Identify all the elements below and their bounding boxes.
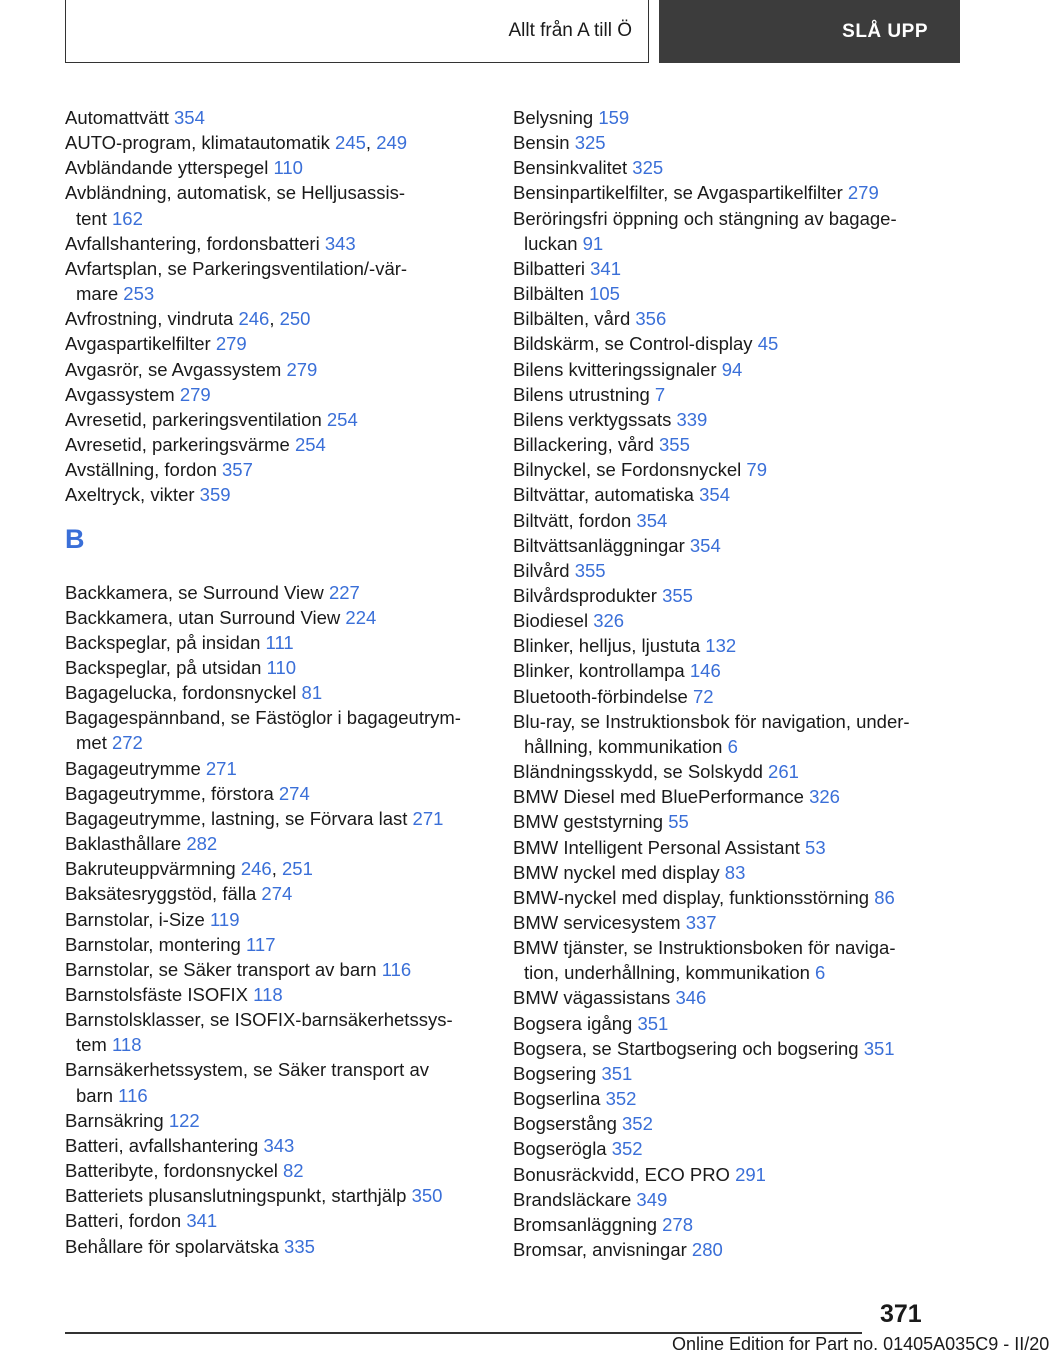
index-entry bbox=[513, 860, 933, 885]
page-number: 371 bbox=[880, 1300, 922, 1328]
entry-text: Bilbälten bbox=[513, 283, 584, 305]
page-link[interactable]: 279 bbox=[179, 383, 211, 405]
index-entry bbox=[65, 1108, 485, 1133]
page-link[interactable]: 245 bbox=[335, 132, 366, 154]
entry-text: Avbländande ytterspegel bbox=[65, 157, 269, 179]
entry-text: Baklasthållare bbox=[65, 833, 182, 855]
index-entry: AUTO-program, klimatautomatik 245, 249 bbox=[65, 132, 408, 154]
entry-text: Avfallshantering, fordonsbatteri bbox=[65, 232, 320, 254]
entry-text: Batteribyte, fordonsnyckel bbox=[65, 1160, 278, 1182]
entry-text: Automattvätt bbox=[65, 107, 169, 128]
entry-text: Bensinkvalitet bbox=[513, 157, 628, 179]
entry-text: Biltvätt, fordon bbox=[513, 509, 632, 531]
entry-text: tion, underhållning, kommunikation bbox=[524, 962, 810, 984]
index-entry bbox=[65, 1234, 485, 1259]
entry-text: BMW vägassistans bbox=[513, 987, 671, 1009]
page-link[interactable]: 352 bbox=[622, 1113, 653, 1135]
entry-text: Barnstolar, i-Size bbox=[65, 908, 205, 930]
page-link[interactable]: 253 bbox=[123, 283, 155, 305]
entry-text: luckan bbox=[524, 232, 578, 254]
index-entry bbox=[513, 1136, 933, 1161]
entry-text: Billackering, vård bbox=[513, 434, 654, 456]
index-entry bbox=[65, 457, 485, 482]
entry-text: Bogserstång bbox=[513, 1113, 617, 1135]
entry-text: Blinker, helljus, ljustuta bbox=[513, 635, 701, 657]
page-link[interactable]: 79 bbox=[746, 459, 767, 481]
entry-text: Bensin bbox=[513, 132, 570, 154]
index-entry bbox=[65, 105, 485, 130]
entry-text: Avfartsplan, se Parkeringsventilation/-vär- bbox=[65, 257, 408, 279]
index-entry bbox=[513, 130, 933, 155]
index-entry bbox=[513, 331, 933, 356]
entry-text: Barnstolar, se Säker transport av barn bbox=[65, 958, 377, 980]
index-entry bbox=[513, 1237, 933, 1262]
page-link[interactable]: 250 bbox=[279, 308, 311, 330]
page-link[interactable]: 146 bbox=[689, 660, 721, 682]
page-link[interactable]: 351 bbox=[601, 1062, 633, 1084]
index-entry bbox=[513, 835, 933, 860]
index-entry bbox=[65, 331, 485, 356]
index-entry bbox=[513, 910, 933, 935]
page-link[interactable]: 355 bbox=[659, 434, 690, 456]
page-link[interactable]: 251 bbox=[282, 858, 313, 880]
entry-text: Avresetid, parkeringsvärme bbox=[65, 434, 290, 456]
entry-text: Bensinpartikelfilter, se Avgaspartikelfilter bbox=[513, 182, 843, 204]
page-link[interactable]: 326 bbox=[593, 610, 625, 632]
entry-text: BMW servicesystem bbox=[513, 912, 681, 933]
index-entry bbox=[65, 781, 485, 806]
page-header bbox=[0, 0, 960, 66]
index-entry bbox=[65, 982, 485, 1007]
entry-text: Bagageutrymme, lastning, se Förvara last bbox=[65, 807, 408, 829]
entry-text: Bilvårdsprodukter bbox=[513, 584, 657, 606]
entry-text: BMW-nyckel med display, funktionsstörning bbox=[513, 886, 870, 908]
page-link[interactable]: 274 bbox=[278, 782, 310, 804]
entry-text: Batteri, fordon bbox=[65, 1210, 182, 1232]
entry-text: BMW geststyrning bbox=[513, 811, 664, 833]
index-entry bbox=[513, 759, 933, 784]
entry-text: Avgassystem bbox=[65, 383, 175, 405]
index-entry bbox=[513, 784, 933, 809]
entry-text: Bagagelucka, fordonsnyckel bbox=[65, 682, 297, 704]
entry-text: Bilvård bbox=[513, 559, 570, 581]
entry-text: Behållare för spolarvätska bbox=[65, 1235, 279, 1257]
page-link[interactable]: 280 bbox=[691, 1239, 723, 1261]
index-entry bbox=[513, 382, 933, 407]
page-link[interactable]: 110 bbox=[266, 656, 297, 678]
index-entry bbox=[513, 1162, 933, 1187]
entry-text: Biltvättar, automatiska bbox=[513, 484, 694, 506]
page-link[interactable]: 246 bbox=[240, 858, 272, 880]
page-link[interactable]: 272 bbox=[111, 732, 143, 754]
footer-edition: Online Edition for Part no. 01405A035C9 - II/20 bbox=[672, 1334, 1049, 1354]
entry-text: Bogserlina bbox=[513, 1088, 601, 1110]
page-link[interactable]: 110 bbox=[273, 157, 303, 179]
index-entry bbox=[65, 605, 485, 630]
page-link[interactable]: 111 bbox=[265, 631, 294, 653]
page-link[interactable]: 119 bbox=[209, 908, 240, 930]
page-link[interactable]: 249 bbox=[376, 132, 408, 154]
page-link[interactable]: 159 bbox=[598, 107, 630, 128]
page-link[interactable]: 55 bbox=[668, 811, 689, 833]
entry-text: Batteri, avfallshantering bbox=[65, 1134, 259, 1156]
index-entry bbox=[513, 482, 933, 507]
index-entry bbox=[65, 756, 485, 781]
index-entry bbox=[65, 932, 485, 957]
entry-text: Bagagespännband, se Fästöglor i bagageutrym- bbox=[65, 707, 461, 729]
entry-text: Bluetooth-förbindelse bbox=[513, 685, 688, 707]
entry-text: hållning, kommunikation bbox=[524, 735, 723, 757]
page-link[interactable]: 82 bbox=[283, 1160, 304, 1182]
entry-text: mare bbox=[76, 283, 119, 305]
page-link[interactable]: 346 bbox=[675, 987, 707, 1009]
page-link[interactable]: 354 bbox=[636, 509, 668, 531]
page-link[interactable]: 227 bbox=[328, 581, 360, 603]
index-entry bbox=[65, 1007, 485, 1057]
index-entry bbox=[513, 1212, 933, 1237]
index-entry bbox=[513, 256, 933, 281]
entry-text: Beröringsfri öppning och stängning av bagage- bbox=[513, 207, 897, 229]
index-entry bbox=[513, 1086, 933, 1111]
page-link[interactable]: 359 bbox=[199, 484, 231, 506]
index-entry bbox=[65, 907, 485, 932]
page-link[interactable]: 118 bbox=[111, 1034, 142, 1056]
entry-text: Baksätesryggstöd, fälla bbox=[65, 883, 257, 905]
page-link[interactable]: 335 bbox=[284, 1235, 315, 1257]
index-entry bbox=[513, 407, 933, 432]
page-link[interactable]: 7 bbox=[654, 383, 666, 405]
index-entry bbox=[65, 256, 485, 306]
tab-a-to-o[interactable]: Allt från A till Ö bbox=[65, 0, 649, 63]
tab-lookup[interactable]: SLÅ UPP bbox=[659, 0, 960, 63]
page-link[interactable]: 86 bbox=[874, 886, 895, 908]
index-entry bbox=[65, 680, 485, 705]
index-entry bbox=[65, 957, 485, 982]
entry-text: Bonusräckvidd, ECO PRO bbox=[513, 1163, 730, 1185]
index-entry bbox=[513, 432, 933, 457]
index-entry bbox=[65, 180, 485, 230]
entry-text: Biltvättsanläggningar bbox=[513, 534, 685, 556]
entry-text: Bilens kvitteringssignaler bbox=[513, 358, 717, 380]
page-link[interactable]: 349 bbox=[636, 1188, 668, 1210]
entry-text: Bakruteuppvärmning bbox=[65, 858, 236, 880]
entry-text: Barnstolsklasser, se ISOFIX-barnsäkerhetssys- bbox=[65, 1009, 453, 1031]
index-entry bbox=[513, 684, 933, 709]
index-entry bbox=[513, 809, 933, 834]
page-link[interactable]: 45 bbox=[757, 333, 779, 355]
index-entry: Avfrostning, vindruta 246, 250 bbox=[65, 308, 311, 330]
index-entry bbox=[65, 705, 485, 755]
index-entry bbox=[65, 1158, 485, 1183]
entry-text: Avfrostning, vindruta bbox=[65, 308, 234, 330]
page-link[interactable]: 341 bbox=[590, 257, 621, 279]
page-link[interactable]: 122 bbox=[168, 1109, 200, 1131]
index-entry bbox=[513, 985, 933, 1010]
index-entry bbox=[513, 281, 933, 306]
entry-text: Belysning bbox=[513, 107, 594, 128]
page-link[interactable]: 116 bbox=[118, 1084, 148, 1106]
index-entry bbox=[65, 655, 485, 680]
entry-text: tem bbox=[76, 1034, 107, 1056]
page-link[interactable]: 116 bbox=[381, 958, 412, 980]
page-link[interactable]: 351 bbox=[637, 1012, 669, 1034]
entry-text: Bromsanläggning bbox=[513, 1213, 657, 1235]
index-entry bbox=[513, 1111, 933, 1136]
index-entry bbox=[65, 1057, 485, 1107]
entry-text: Backkamera, utan Surround View bbox=[65, 606, 341, 628]
entry-text: Barnstolsfäste ISOFIX bbox=[65, 984, 249, 1005]
index-entry bbox=[513, 508, 933, 533]
page-link[interactable]: 282 bbox=[186, 833, 218, 855]
index-entry bbox=[513, 608, 933, 633]
entry-text: Biodiesel bbox=[513, 610, 589, 632]
page-link[interactable]: 274 bbox=[261, 883, 293, 905]
entry-text: tent bbox=[76, 207, 107, 229]
entry-text: Bogsera, se Startbogsering och bogsering bbox=[513, 1037, 859, 1059]
index-entry bbox=[513, 633, 933, 658]
entry-text: BMW Diesel med BluePerformance bbox=[513, 786, 804, 808]
index-entry bbox=[513, 658, 933, 683]
index-entry bbox=[65, 482, 485, 507]
index-entry bbox=[513, 1061, 933, 1086]
entry-text: Bilnyckel, se Fordonsnyckel bbox=[513, 459, 742, 481]
entry-text: Axeltryck, vikter bbox=[65, 484, 195, 506]
page-link[interactable]: 278 bbox=[662, 1213, 693, 1235]
page-link[interactable]: 91 bbox=[582, 232, 604, 254]
entry-text: met bbox=[76, 732, 107, 754]
page-link[interactable]: 72 bbox=[692, 685, 714, 707]
page-link[interactable]: 325 bbox=[574, 132, 606, 154]
page-link[interactable]: 261 bbox=[768, 761, 799, 783]
entry-text: Bilens utrustning bbox=[513, 383, 650, 405]
index-entry bbox=[513, 457, 933, 482]
page-link[interactable]: 279 bbox=[215, 333, 247, 355]
page-link[interactable]: 357 bbox=[222, 459, 253, 481]
index-entry: Bakruteuppvärmning 246, 251 bbox=[65, 858, 313, 880]
page-link[interactable]: 279 bbox=[286, 358, 318, 380]
index-entry bbox=[65, 1208, 485, 1233]
index-entry bbox=[65, 407, 485, 432]
page-link[interactable]: 354 bbox=[689, 534, 721, 556]
index-entry bbox=[513, 558, 933, 583]
page-link[interactable]: 224 bbox=[345, 606, 377, 628]
entry-text: Barnsäkring bbox=[65, 1109, 164, 1131]
page-link[interactable]: 352 bbox=[605, 1088, 637, 1110]
entry-text: Avbländning, automatisk, se Helljusassis- bbox=[65, 182, 406, 204]
entry-text: Backkamera, se Surround View bbox=[65, 581, 324, 603]
page-link[interactable]: 354 bbox=[699, 484, 730, 506]
index-entry bbox=[513, 155, 933, 180]
entry-text: Bagageutrymme bbox=[65, 757, 201, 779]
page-link[interactable]: 355 bbox=[574, 559, 606, 581]
entry-text: Bilbälten, vård bbox=[513, 308, 631, 330]
index-entry bbox=[65, 1183, 485, 1208]
entry-text: BMW Intelligent Personal Assistant bbox=[513, 836, 800, 858]
index-entry bbox=[513, 306, 933, 331]
index-entry bbox=[513, 1187, 933, 1212]
index-entry bbox=[513, 357, 933, 382]
index-entry bbox=[513, 180, 933, 205]
entry-text: AUTO-program, klimatautomatik bbox=[65, 132, 330, 154]
index-entry bbox=[513, 206, 933, 256]
entry-text: Backspeglar, på utsidan bbox=[65, 656, 262, 678]
page-link[interactable]: 326 bbox=[809, 786, 840, 808]
index-entry bbox=[513, 533, 933, 558]
index-entry bbox=[65, 231, 485, 256]
page-link[interactable]: 246 bbox=[238, 308, 270, 330]
entry-text: Bilens verktygssats bbox=[513, 408, 672, 430]
index-entry bbox=[65, 155, 485, 180]
entry-text: Backspeglar, på insidan bbox=[65, 631, 261, 653]
page-link[interactable]: 352 bbox=[611, 1138, 643, 1160]
page-link[interactable]: 132 bbox=[705, 635, 737, 657]
page-link[interactable]: 271 bbox=[205, 757, 237, 779]
entry-text: BMW nyckel med display bbox=[513, 861, 720, 883]
page-link[interactable]: 337 bbox=[685, 912, 717, 933]
index-entry bbox=[513, 105, 933, 130]
entry-text: Barnstolar, montering bbox=[65, 933, 241, 955]
entry-text: Bogserögla bbox=[513, 1138, 607, 1160]
entry-text: Bogsera igång bbox=[513, 1012, 633, 1034]
page-link[interactable]: 254 bbox=[326, 408, 358, 430]
entry-text: Bildskärm, se Control-display bbox=[513, 333, 753, 355]
page-link[interactable]: 351 bbox=[863, 1037, 895, 1059]
index-entry bbox=[65, 580, 485, 605]
page-link[interactable]: 53 bbox=[805, 836, 826, 858]
entry-text: barn bbox=[76, 1084, 114, 1106]
page-link[interactable]: 356 bbox=[635, 308, 667, 330]
entry-text: Barnsäkerhetssystem, se Säker transport av bbox=[65, 1059, 429, 1081]
page-link[interactable]: 105 bbox=[589, 283, 620, 305]
index-entry bbox=[65, 630, 485, 655]
entry-text: Bländningsskydd, se Solskydd bbox=[513, 761, 763, 783]
index-entry bbox=[513, 935, 933, 985]
page-link[interactable]: 291 bbox=[735, 1163, 766, 1185]
entry-text: Bogsering bbox=[513, 1062, 597, 1084]
entry-text: Bilbatteri bbox=[513, 257, 585, 279]
entry-text: Bromsar, anvisningar bbox=[513, 1239, 687, 1261]
index-entry bbox=[513, 583, 933, 608]
page-link[interactable]: 354 bbox=[174, 107, 205, 128]
page-link[interactable]: 339 bbox=[676, 408, 708, 430]
page-link[interactable]: 254 bbox=[294, 434, 326, 456]
entry-text: Bagageutrymme, förstora bbox=[65, 782, 274, 804]
page-link[interactable]: 343 bbox=[324, 232, 356, 254]
index-entry bbox=[513, 709, 933, 759]
index-entry bbox=[65, 806, 485, 831]
index-entry bbox=[65, 831, 485, 856]
entry-text: BMW tjänster, se Instruktionsboken för naviga- bbox=[513, 937, 896, 959]
entry-text: Brandsläckare bbox=[513, 1188, 632, 1210]
page-link[interactable]: 6 bbox=[815, 962, 826, 984]
entry-text: Batteriets plusanslutningspunkt, starthjälp bbox=[65, 1185, 407, 1207]
index-entry bbox=[65, 432, 485, 457]
entry-text: Avgaspartikelfilter bbox=[65, 333, 211, 355]
page-link[interactable]: 271 bbox=[412, 807, 444, 829]
page-link[interactable]: 117 bbox=[245, 933, 276, 955]
index-entry bbox=[65, 382, 485, 407]
page-link[interactable]: 355 bbox=[662, 584, 693, 606]
page-link[interactable]: 162 bbox=[112, 207, 143, 229]
entry-text: Avställning, fordon bbox=[65, 459, 217, 481]
page-link[interactable]: 118 bbox=[253, 984, 283, 1005]
index-entry bbox=[65, 881, 485, 906]
index-entry bbox=[513, 1011, 933, 1036]
index-entry bbox=[65, 357, 485, 382]
index-entry bbox=[513, 1036, 933, 1061]
page-link[interactable]: 343 bbox=[263, 1134, 295, 1156]
entry-text: Avresetid, parkeringsventilation bbox=[65, 408, 322, 430]
index-column-right bbox=[513, 105, 933, 1262]
page-link[interactable]: 94 bbox=[721, 358, 743, 380]
index-column-left bbox=[65, 105, 485, 1259]
page-link[interactable]: 81 bbox=[301, 682, 323, 704]
page-link[interactable]: 6 bbox=[727, 735, 738, 757]
page-link[interactable]: 83 bbox=[724, 861, 746, 883]
entry-text: Blinker, kontrollampa bbox=[513, 660, 685, 682]
page-link[interactable]: 325 bbox=[632, 157, 664, 179]
page-link[interactable]: 341 bbox=[186, 1210, 218, 1232]
entry-text: Avgasrör, se Avgassystem bbox=[65, 358, 282, 380]
index-entry bbox=[65, 1133, 485, 1158]
index-entry bbox=[513, 885, 933, 910]
entry-text: Blu-ray, se Instruktionsbok för navigation, under- bbox=[513, 710, 910, 732]
index-letter-heading: B bbox=[65, 523, 85, 554]
page-link[interactable]: 350 bbox=[411, 1185, 443, 1207]
page-link[interactable]: 279 bbox=[847, 182, 879, 204]
